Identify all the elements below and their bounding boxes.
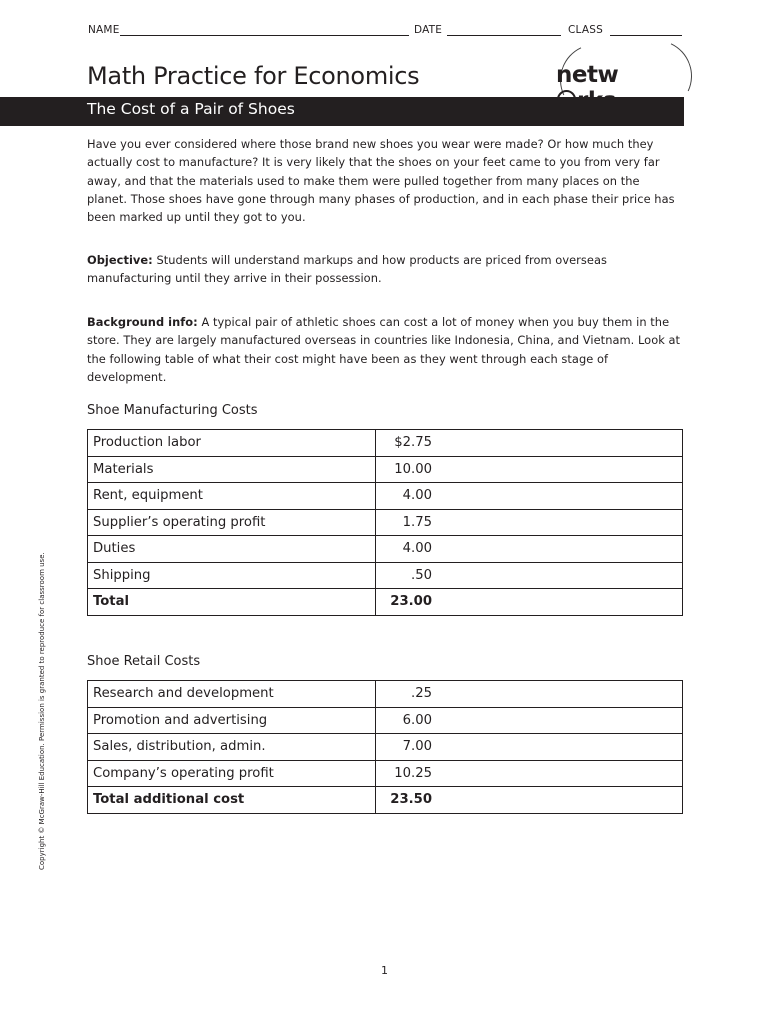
table-total-row xyxy=(88,787,683,814)
table-row xyxy=(88,536,683,563)
row-value: 4.00 xyxy=(376,536,433,563)
row-label: Company’s operating profit xyxy=(88,760,376,787)
logo-text-prefix: netw xyxy=(556,62,619,88)
row-label: Materials xyxy=(88,456,376,483)
row-value: 1.75 xyxy=(376,509,433,536)
objective-label: Objective: xyxy=(87,253,153,267)
table-row xyxy=(88,456,683,483)
background-text: A typical pair of athletic shoes can cost a lot of money when you buy them in the store. They are largely manufactured overseas in countries like Indonesia, China, and Vietnam. Look at the following table of what their cost might have been as they went through each stage of development. xyxy=(87,315,681,384)
row-value: 10.25 xyxy=(376,760,433,787)
retail-heading: Shoe Retail Costs xyxy=(87,654,201,669)
table-row xyxy=(88,707,683,734)
page-number: 1 xyxy=(381,964,388,977)
row-value: 10.00 xyxy=(376,456,433,483)
page-title: Math Practice for Economics xyxy=(87,62,420,90)
table-row xyxy=(88,509,683,536)
background-paragraph xyxy=(87,313,683,386)
row-label: Promotion and advertising xyxy=(88,707,376,734)
objective-text: Students will understand markups and how products are priced from overseas manufacturing until they arrive in their possession. xyxy=(87,253,607,286)
row-label: Duties xyxy=(88,536,376,563)
objective-paragraph xyxy=(87,251,683,288)
row-label: Rent, equipment xyxy=(88,483,376,510)
background-label: Background info: xyxy=(87,315,198,329)
row-label: Total xyxy=(88,589,376,616)
name-field[interactable] xyxy=(120,35,409,36)
date-field[interactable] xyxy=(447,35,561,36)
intro-paragraph: Have you ever considered where those brand new shoes you wear were made? Or how much they actually cost to manufacture? It is very likely that the shoes on your feet came to you from very far away, and that the materials used to make them were pulled together from many places on the planet. Those shoes have gone through many phases of production, and in each phase their price has been marked up until they got to you. xyxy=(87,137,675,225)
row-value: 23.00 xyxy=(376,589,433,616)
table-row xyxy=(88,734,683,761)
retail-table xyxy=(87,680,683,814)
table-row xyxy=(88,430,683,457)
row-value: 4.00 xyxy=(376,483,433,510)
table-total-row xyxy=(88,589,683,616)
row-label: Research and development xyxy=(88,681,376,708)
row-label: Shipping xyxy=(88,562,376,589)
row-label: Supplier’s operating profit xyxy=(88,509,376,536)
table-row xyxy=(88,483,683,510)
table-row xyxy=(88,760,683,787)
row-label: Total additional cost xyxy=(88,787,376,814)
row-value: 7.00 xyxy=(376,734,433,761)
class-label: CLASS xyxy=(568,24,603,36)
page-subtitle: The Cost of a Pair of Shoes xyxy=(87,100,295,118)
row-value: $2.75 xyxy=(376,430,433,457)
manufacturing-table xyxy=(87,429,683,616)
table-row xyxy=(88,562,683,589)
copyright-notice: Copyright © McGraw-Hill Education. Permission is granted to reproduce for classroom use. xyxy=(38,552,46,870)
row-label: Sales, distribution, admin. xyxy=(88,734,376,761)
class-field[interactable] xyxy=(610,35,682,36)
table-row xyxy=(88,681,683,708)
row-value: 6.00 xyxy=(376,707,433,734)
manufacturing-heading: Shoe Manufacturing Costs xyxy=(87,403,258,418)
row-value: .50 xyxy=(376,562,433,589)
row-value: 23.50 xyxy=(376,787,433,814)
date-label: DATE xyxy=(414,24,443,36)
name-label: NAME xyxy=(88,24,120,36)
row-label: Production labor xyxy=(88,430,376,457)
row-value: .25 xyxy=(376,681,433,708)
